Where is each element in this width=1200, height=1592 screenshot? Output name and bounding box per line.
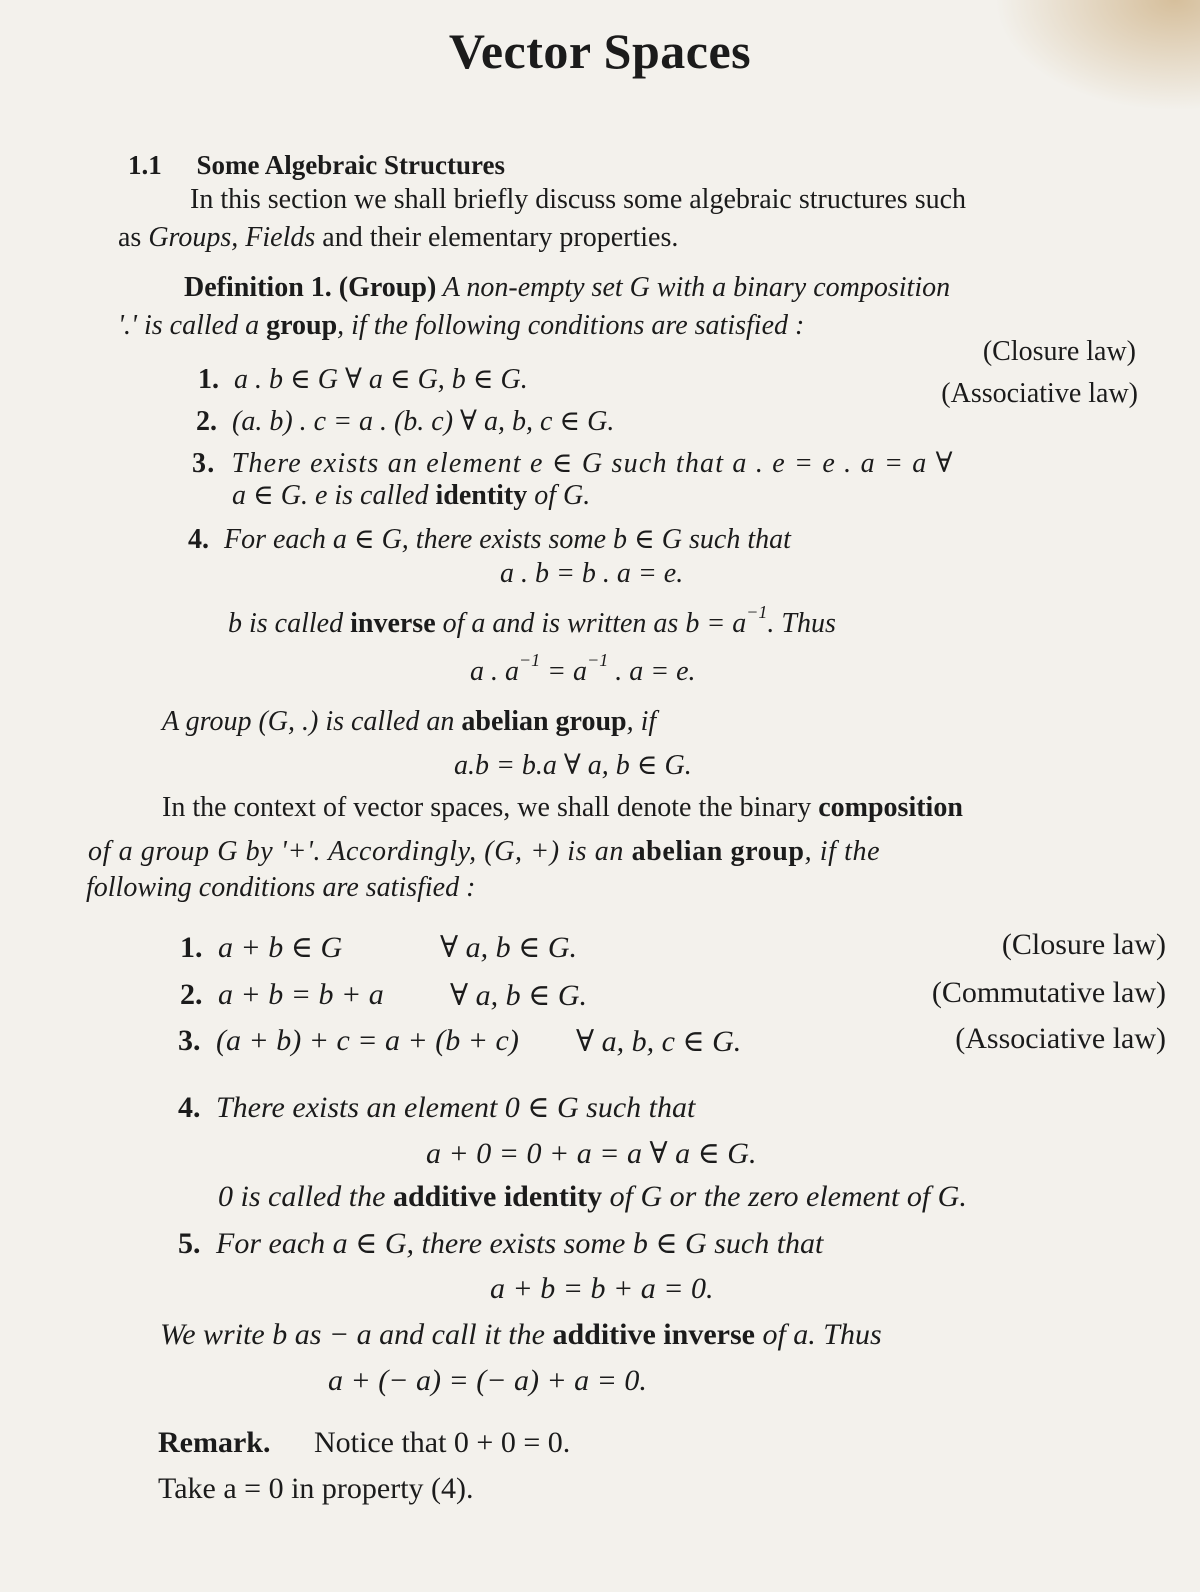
- write-text: We write b as − a and call it the: [160, 1318, 553, 1351]
- context-line-3: following conditions are satisfied :: [86, 872, 476, 903]
- term-abelian-group-2: abelian group: [631, 836, 805, 867]
- inverse-text: b is called: [228, 608, 351, 639]
- write-equation: a + (− a) = (− a) + a = 0.: [328, 1364, 647, 1397]
- condition-text-end: of G.: [527, 480, 591, 511]
- context-term: composition: [818, 792, 963, 823]
- condition-4-equation: a . b = b . a = e.: [500, 558, 684, 589]
- condition-text: a ∈ G. e is called: [232, 480, 436, 511]
- inverse-text-2: of a and is written as b = a: [435, 608, 747, 639]
- context-text-2: of a group G by '+'. Accordingly, (G, +) is an: [88, 836, 632, 867]
- additive-condition-1: [180, 930, 342, 965]
- zero-line: [218, 1180, 967, 1214]
- inverse-text-3: . Thus: [767, 608, 836, 639]
- remark-line-1: [158, 1426, 570, 1460]
- definition-term-group: group: [266, 310, 338, 341]
- condition-number: 4.: [178, 1091, 201, 1124]
- additive-condition-5-equation: a + b = b + a = 0.: [490, 1272, 714, 1305]
- additive-condition-1-law: (Closure law): [1001, 928, 1166, 961]
- condition-expr: For each a ∈ G, there exists some b ∈ G such that: [216, 1227, 824, 1260]
- intro-text-end: and their elementary properties.: [315, 222, 679, 253]
- additive-condition-1-quant: ∀ a, b ∈ G.: [440, 931, 577, 964]
- term-inverse: inverse: [350, 608, 436, 639]
- definition-text-2: '.' is called a: [118, 310, 267, 341]
- section-number: 1.1: [128, 150, 162, 180]
- condition-number: 4.: [188, 524, 209, 555]
- section-title: Some Algebraic Structures: [196, 150, 505, 180]
- term-abelian-group: abelian group: [461, 706, 627, 737]
- zero-text-end: of G or the zero element of G.: [602, 1180, 967, 1213]
- condition-number: 2.: [180, 978, 203, 1011]
- additive-condition-2-quant: ∀ a, b ∈ G.: [450, 979, 587, 1012]
- additive-condition-3-law: (Associative law): [955, 1022, 1166, 1055]
- condition-expr: a + b = b + a: [218, 978, 384, 1011]
- condition-text: There exists an element e ∈ G such that a . e = e . a = a ∀: [231, 448, 954, 479]
- definition-line-2: [118, 310, 804, 342]
- group-condition-4: [188, 522, 791, 556]
- term-additive-inverse: additive inverse: [552, 1318, 755, 1351]
- intro-emphasis: Groups, Fields: [148, 222, 316, 253]
- section-heading: [128, 150, 505, 181]
- group-condition-3-cont: [232, 478, 590, 512]
- condition-number: 3.: [192, 448, 216, 479]
- abelian-text-end: , if: [626, 706, 657, 737]
- intro-line-1: In this section we shall briefly discuss some algebraic structures such: [190, 184, 967, 215]
- condition-text: For each a ∈ G, there exists some b ∈ G such that: [224, 524, 791, 555]
- condition-number: 5.: [178, 1227, 201, 1260]
- remark-line-2: Take a = 0 in property (4).: [158, 1472, 474, 1505]
- term-identity: identity: [435, 480, 528, 511]
- eq-part: . a = e.: [608, 656, 696, 687]
- definition-text: A non-empty set G with a binary composition: [436, 272, 951, 303]
- superscript: −1: [746, 602, 768, 622]
- additive-condition-3: [178, 1024, 519, 1058]
- definition-label: Definition 1. (Group): [184, 272, 437, 303]
- definition-line-1: [184, 272, 950, 304]
- page-title: Vector Spaces: [448, 23, 752, 79]
- term-additive-identity: additive identity: [392, 1180, 603, 1213]
- superscript: −1: [519, 650, 541, 670]
- condition-expr: There exists an element 0 ∈ G such that: [216, 1091, 696, 1124]
- group-condition-1-law: (Closure law): [982, 336, 1136, 367]
- condition-text: a . b ∈ G ∀ a ∈ G, b ∈ G.: [234, 364, 528, 395]
- condition-text: (a. b) . c = a . (b. c) ∀ a, b, c ∈ G.: [232, 406, 615, 437]
- additive-condition-2: [180, 978, 384, 1012]
- remark-label: Remark.: [158, 1426, 271, 1459]
- condition-expr: (a + b) + c = a + (b + c): [216, 1024, 519, 1057]
- abelian-equation: a.b = b.a ∀ a, b ∈ G.: [454, 750, 692, 781]
- additive-condition-4: [178, 1090, 695, 1125]
- context-line-1: [162, 792, 963, 824]
- condition-expr: a + b ∈ G: [218, 931, 343, 964]
- write-line: [160, 1318, 882, 1352]
- inverse-equation: [470, 650, 696, 688]
- write-text-end: of a. Thus: [754, 1318, 882, 1351]
- context-text: In the context of vector spaces, we shall denote the binary: [162, 792, 819, 823]
- condition-number: 1.: [180, 931, 203, 964]
- additive-condition-4-equation: a + 0 = 0 + a = a ∀ a ∈ G.: [426, 1137, 757, 1170]
- abelian-text: A group (G, .) is called an: [162, 706, 462, 737]
- abelian-line: [162, 706, 656, 738]
- intro-line-2: [118, 222, 678, 254]
- eq-part: = a: [540, 656, 588, 687]
- remark-text: Notice that 0 + 0 = 0.: [313, 1426, 571, 1459]
- condition-number: 3.: [178, 1024, 201, 1057]
- definition-text-3: , if the following conditions are satisfied :: [337, 310, 805, 341]
- context-text-3: , if the: [804, 836, 881, 867]
- zero-text: 0 is called the: [218, 1180, 393, 1213]
- inverse-line: [228, 602, 836, 640]
- additive-condition-3-quant: ∀ a, b, c ∈ G.: [576, 1025, 742, 1058]
- group-condition-2: [196, 404, 614, 438]
- group-condition-1: [198, 362, 528, 396]
- additive-condition-5: [178, 1226, 823, 1261]
- condition-number: 1.: [198, 364, 219, 395]
- group-condition-2-law: (Associative law): [941, 378, 1138, 409]
- superscript: −1: [587, 650, 609, 670]
- intro-text: as: [118, 222, 149, 253]
- context-line-2: [88, 836, 880, 868]
- additive-condition-2-law: (Commutative law): [931, 976, 1166, 1009]
- condition-number: 2.: [196, 406, 217, 437]
- group-condition-3: [192, 446, 954, 480]
- eq-part: a . a: [470, 656, 519, 687]
